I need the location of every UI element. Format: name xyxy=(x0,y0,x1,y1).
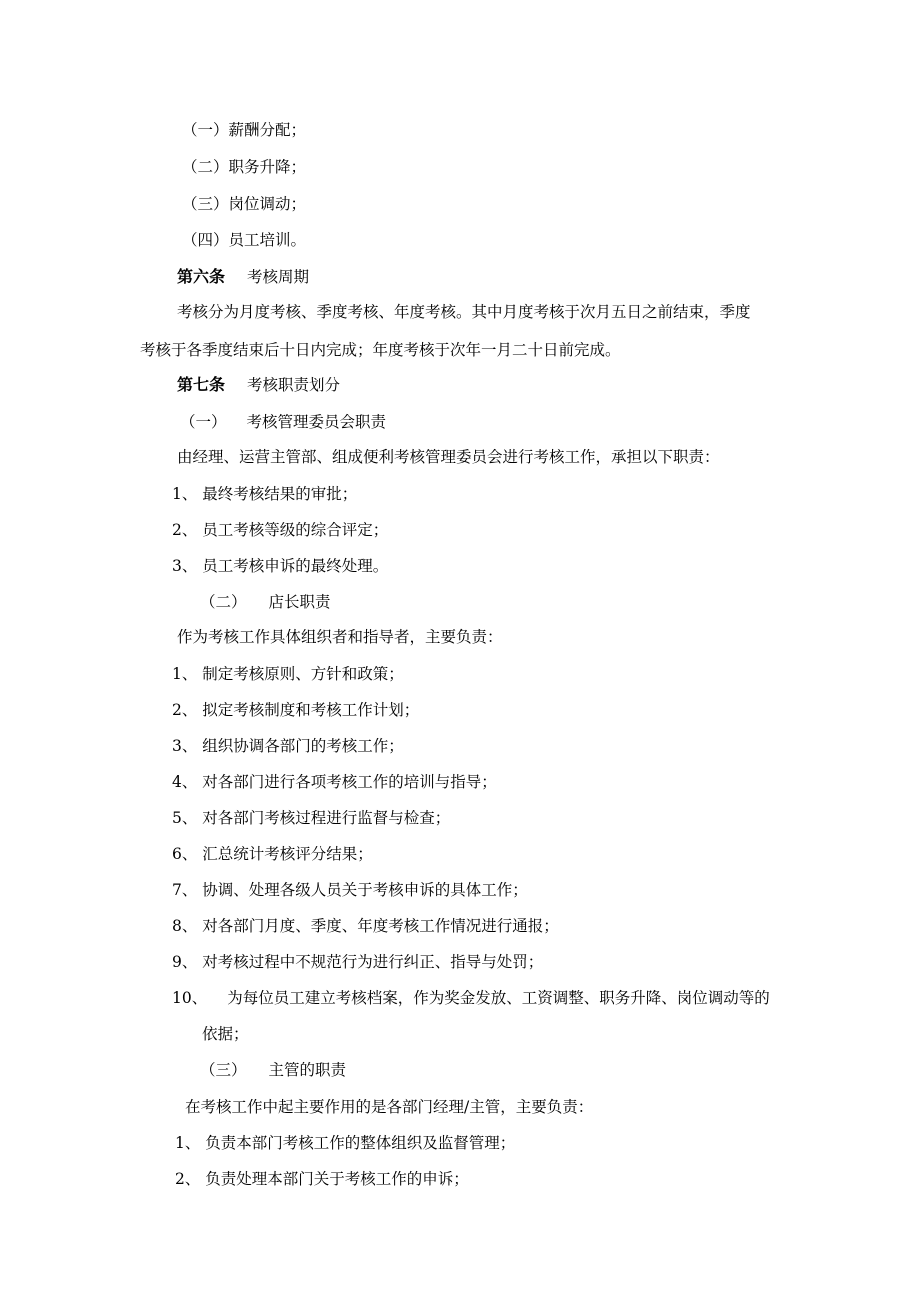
section-heading xyxy=(200,592,331,612)
section-number: （一） xyxy=(180,413,227,431)
section-title: 考核管理委员会职责 xyxy=(246,413,387,431)
list-item-number: 10、 xyxy=(172,989,208,1007)
paragraph-line: 考核于各季度结束后十日内完成；年度考核于次年一月二十日前完成。 xyxy=(140,341,621,359)
list-item: 5、 对各部门考核过程进行监督与检查； xyxy=(172,809,451,827)
list-item-continuation: 依据； xyxy=(202,1025,249,1043)
list-item: 9、 对考核过程中不规范行为进行纠正、指导与处罚； xyxy=(172,953,544,971)
article-label: 第六条 xyxy=(177,267,226,286)
section-number: （三） xyxy=(200,1061,247,1079)
list-item xyxy=(172,988,770,1008)
paragraph-line: 考核分为月度考核、季度考核、年度考核。其中月度考核于次月五日之前结束，季度 xyxy=(177,303,751,321)
list-item-text: 为每位员工建立考核档案，作为奖金发放、工资调整、职务升降、岗位调动等的 xyxy=(227,989,770,1007)
list-item: （四）员工培训。 xyxy=(182,231,307,249)
paragraph-line: 在考核工作中起主要作用的是各部门经理/主管，主要负责： xyxy=(185,1098,594,1116)
list-item: 2、 负责处理本部门关于考核工作的申诉； xyxy=(175,1170,469,1188)
list-item: （一）薪酬分配； xyxy=(182,121,307,139)
paragraph-line: 由经理、运营主管部、组成便利考核管理委员会进行考核工作，承担以下职责： xyxy=(177,448,720,466)
section-heading xyxy=(180,412,386,432)
list-item: 2、 员工考核等级的综合评定； xyxy=(172,521,389,539)
article-heading xyxy=(177,267,309,287)
article-title: 考核周期 xyxy=(247,268,310,286)
list-item: 3、 组织协调各部门的考核工作； xyxy=(172,737,404,755)
list-item: 1、 负责本部门考核工作的整体组织及监督管理； xyxy=(175,1134,516,1152)
article-heading xyxy=(177,375,340,395)
section-title: 店长职责 xyxy=(268,593,331,611)
list-item: 3、 员工考核申诉的最终处理。 xyxy=(172,557,389,575)
list-item: 4、 对各部门进行各项考核工作的培训与指导； xyxy=(172,773,497,791)
section-number: （二） xyxy=(200,593,247,611)
list-item: 6、 汇总统计考核评分结果； xyxy=(172,845,373,863)
list-item: 8、 对各部门月度、季度、年度考核工作情况进行通报； xyxy=(172,917,559,935)
list-item: 7、 协调、处理各级人员关于考核申诉的具体工作； xyxy=(172,881,528,899)
article-label: 第七条 xyxy=(177,375,226,394)
list-item: 1、 制定考核原则、方针和政策； xyxy=(172,665,404,683)
list-item: 1、 最终考核结果的审批； xyxy=(172,485,358,503)
paragraph-line: 作为考核工作具体组织者和指导者，主要负责： xyxy=(177,628,503,646)
section-heading xyxy=(200,1060,346,1080)
section-title: 主管的职责 xyxy=(268,1061,347,1079)
list-item: （二）职务升降； xyxy=(182,158,307,176)
list-item: 2、 拟定考核制度和考核工作计划； xyxy=(172,701,420,719)
article-title: 考核职责划分 xyxy=(247,376,341,394)
list-item: （三）岗位调动； xyxy=(182,195,307,213)
